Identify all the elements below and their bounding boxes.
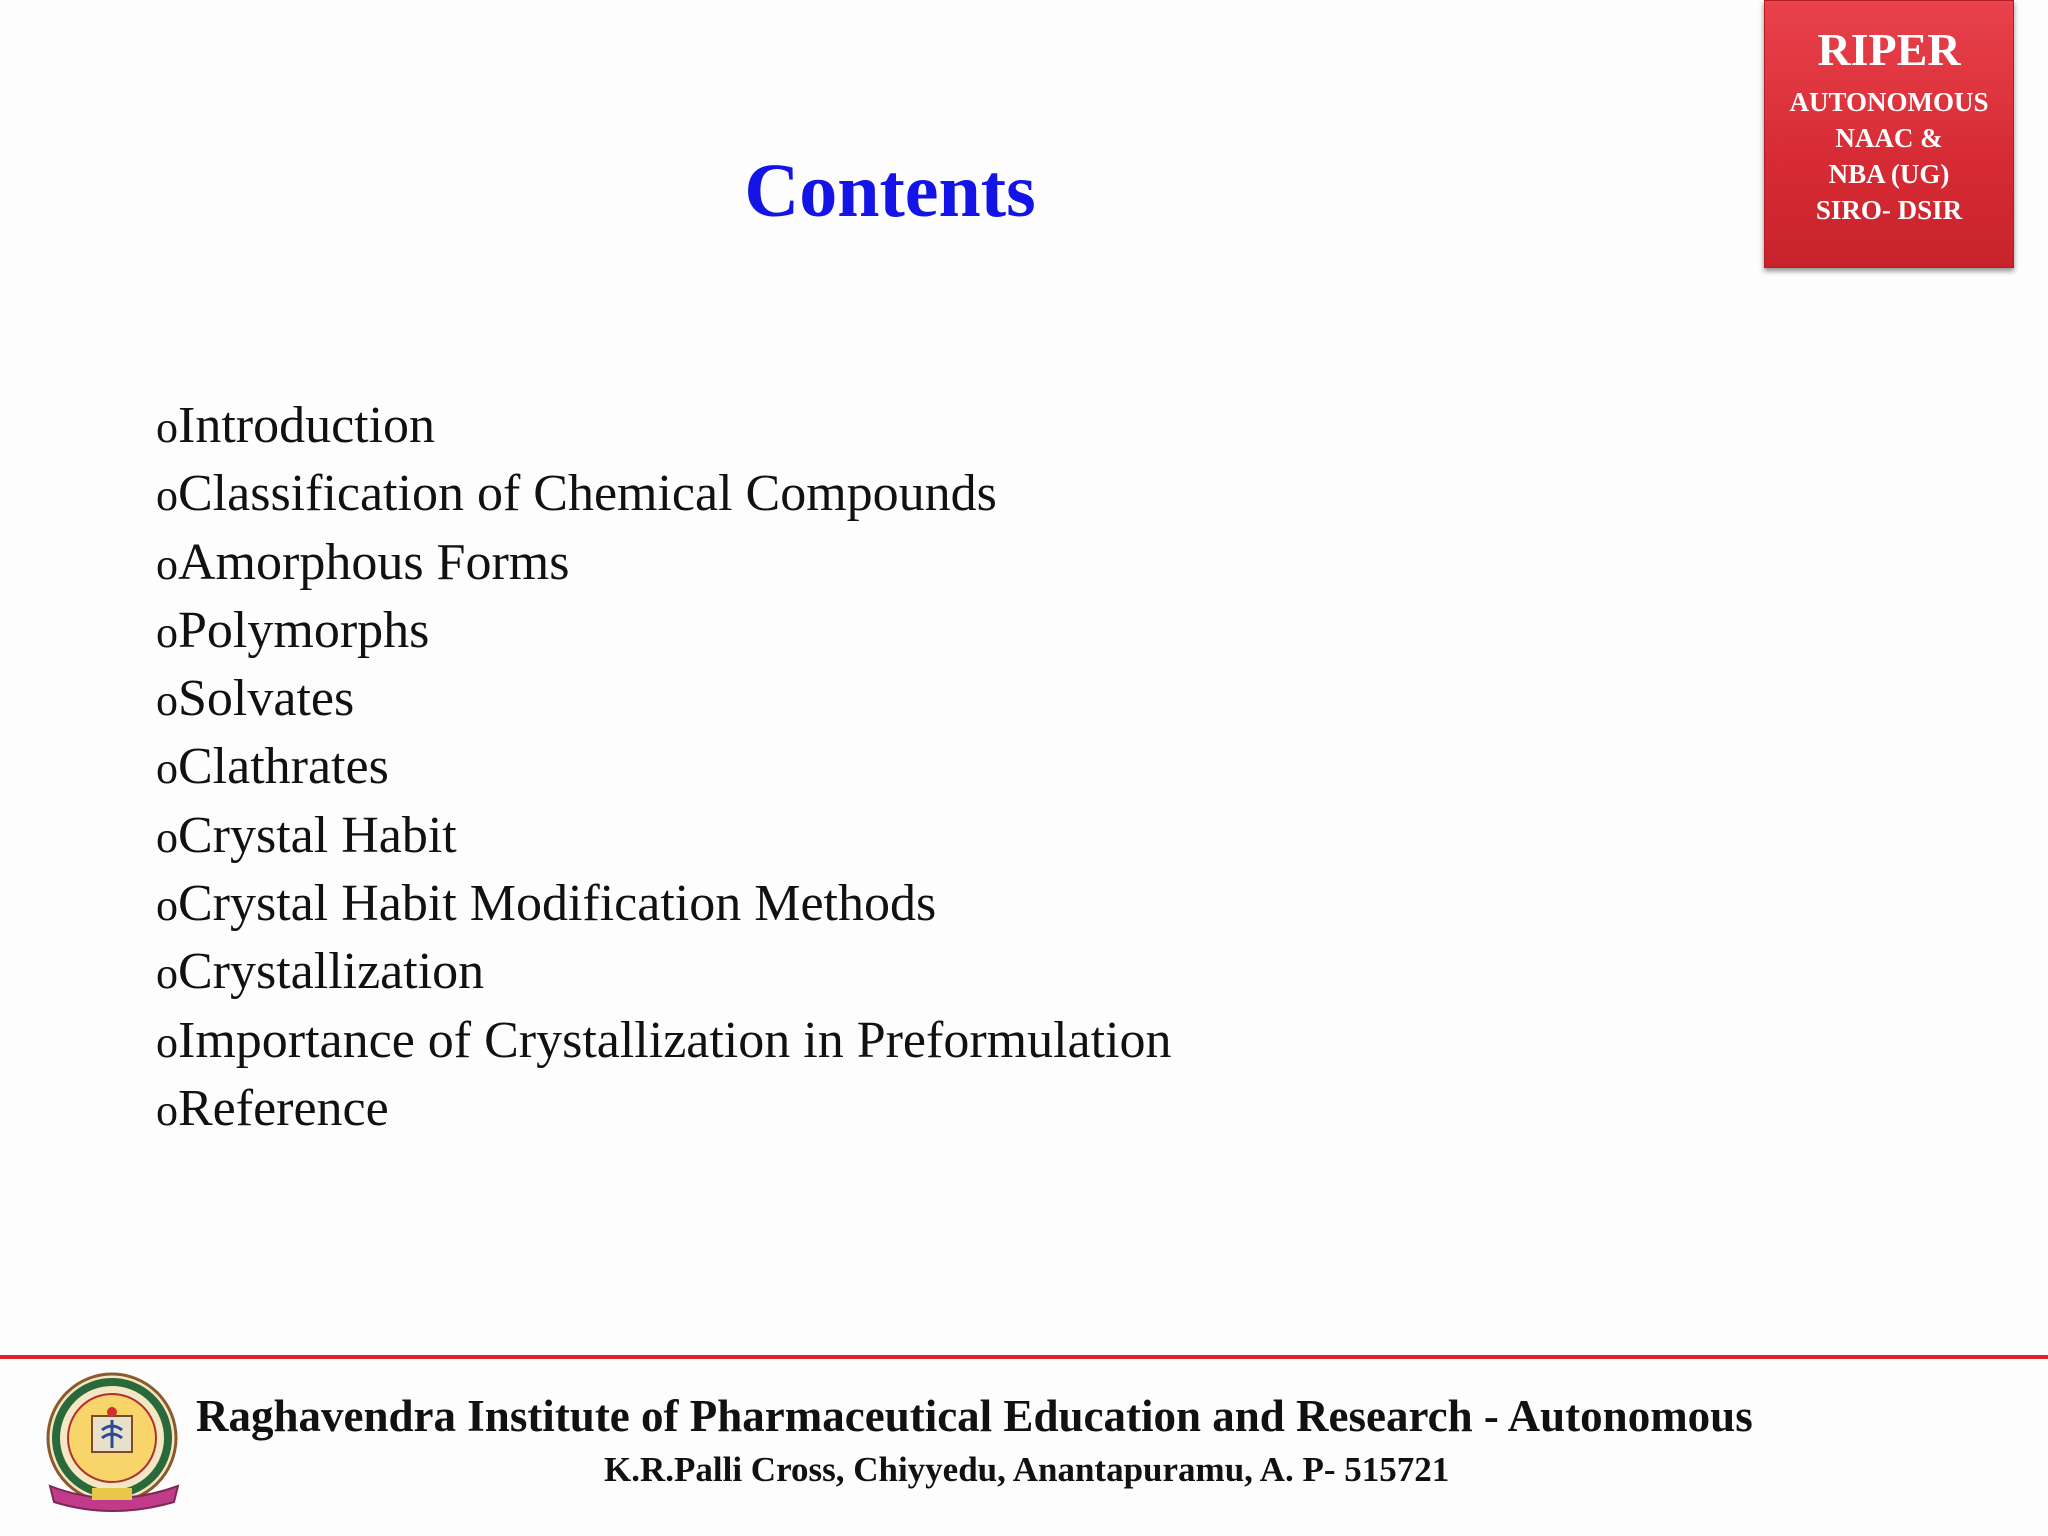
badge-line-naac: NAAC & (1835, 123, 1943, 153)
bullet-marker: o (156, 1085, 178, 1135)
bullet-marker: o (156, 539, 178, 589)
list-item-label: Solvates (178, 670, 355, 728)
list-item-label: Classification of Chemical Compounds (178, 465, 997, 523)
list-item-label: Importance of Crystallization in Preformulation (178, 1011, 1172, 1069)
institute-address: K.R.Palli Cross, Chiyyedu, Anantapuramu, A. P- 515721 (604, 1450, 1450, 1489)
bullet-marker: o (156, 949, 178, 999)
contents-list (156, 392, 1172, 1143)
list-item-label: Crystal Habit (178, 806, 457, 864)
badge-line-autonomous: AUTONOMOUS (1789, 87, 1989, 117)
badge-line-siro: SIRO- DSIR (1815, 195, 1963, 225)
accreditation-badge (1764, 0, 2014, 268)
bullet-marker: o (156, 881, 178, 931)
footer-divider (0, 1355, 2048, 1359)
list-item (156, 392, 1172, 460)
list-item (156, 460, 1172, 528)
list-item (156, 597, 1172, 665)
list-item (156, 1075, 1172, 1143)
badge-line-nba: NBA (UG) (1828, 159, 1950, 189)
badge-name: RIPER (1817, 24, 1961, 75)
list-item-label: Polymorphs (178, 601, 430, 659)
list-item-label: Introduction (178, 397, 436, 454)
bullet-marker: o (156, 1017, 178, 1067)
list-item (156, 802, 1172, 870)
bullet-marker: o (156, 676, 178, 726)
list-item-label: Reference (178, 1079, 389, 1137)
institute-name: Raghavendra Institute of Pharmaceutical Education and Research - Autonomous (196, 1391, 1753, 1441)
bullet-marker: o (156, 607, 178, 657)
list-item-label: Clathrates (178, 738, 389, 796)
bullet-marker: o (156, 403, 178, 452)
list-item-label: Crystal Habit Modification Methods (178, 875, 937, 933)
slide-title: Contents (744, 149, 1036, 233)
bullet-marker: o (156, 744, 178, 794)
list-item (156, 938, 1172, 1006)
institute-seal-logo (40, 1368, 190, 1520)
bullet-marker: o (156, 812, 178, 862)
list-item-label: Crystallization (178, 943, 485, 1001)
list-item (156, 1007, 1172, 1075)
list-item (156, 870, 1172, 938)
bullet-marker: o (156, 471, 178, 521)
list-item (156, 529, 1172, 597)
list-item (156, 733, 1172, 801)
list-item (156, 665, 1172, 733)
list-item-label: Amorphous Forms (178, 533, 570, 591)
